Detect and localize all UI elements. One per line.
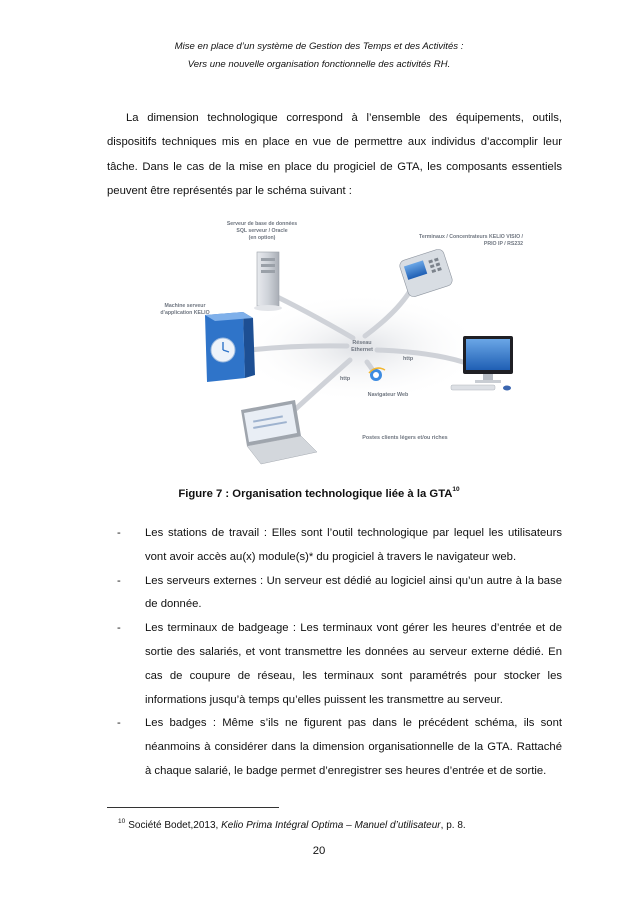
bullet-text: Les serveurs externes : Un serveur est dédié au logiciel ainsi qu’un autre à la base de donnée. — [145, 574, 562, 611]
terminals-label-line-1: Terminaux / Concentrateurs KELIO VISIO / — [419, 234, 523, 240]
terminals-label — [419, 234, 524, 247]
terminals-label-line-2: PRIO IP / RS232 — [483, 241, 523, 247]
bullet-dash: - — [117, 574, 121, 587]
footnote-suffix: , p. 8. — [440, 820, 466, 831]
list-item — [117, 570, 562, 618]
architecture-diagram — [145, 210, 533, 475]
footnote-divider — [107, 807, 279, 808]
app-server-label — [160, 303, 209, 316]
list-item — [117, 712, 562, 783]
clients-label: Postes clients légers et/ou riches — [362, 435, 448, 441]
db-server-icon — [254, 252, 282, 311]
bullet-text: Les badges : Même s’ils ne figurent pas dans le précédent schéma, ils sont néanmoins à considérer dans la dimension organisationnelle de la GTA. Rattaché à chaque salarié, le badge permet d’enregistrer ses heures d’entrée et de sortie. — [145, 717, 562, 777]
footnote-prefix: Société Bodet,2013, — [128, 820, 222, 831]
network-label-line-2: Ethernet — [351, 347, 373, 353]
network-label-line-1: Réseau — [352, 340, 372, 346]
figure-caption-text: Figure 7 : Organisation technologique liée à la GTA — [178, 488, 453, 500]
bullet-list — [117, 522, 562, 784]
laptop-icon — [241, 400, 317, 464]
list-item — [117, 617, 562, 712]
intro-paragraph: La dimension technologique correspond à l’ensemble des équipements, outils, dispositifs techniques mis en place en vue de permettre aux individus d’accomplir leur tâche. Dans le cas de la mise en place du progiciel de GTA, les composants essentiels peuvent être représentés par le schéma suivant : — [107, 112, 562, 197]
db-label-line-2: SQL serveur / Oracle — [236, 228, 288, 234]
list-item — [117, 522, 562, 570]
db-server-label — [227, 221, 297, 241]
bullet-text: Les terminaux de badgeage : Les terminaux vont gérer les heures d’entrée et de sortie des salariés, et vont transmettre les données au serveur externe dédié. En cas de coupure de réseau, les terminaux sont paramétrés pour stocker les informations jusqu’à temps qu’elles puissent les transmettre au serveur. — [145, 622, 562, 706]
db-label-line-3: (en option) — [248, 235, 276, 241]
bullet-dash: - — [117, 527, 121, 539]
footnote-title: Kelio Prima Intégral Optima – Manuel d’utilisateur — [221, 820, 441, 831]
http-label-left: http — [340, 376, 351, 382]
bullet-text: Les stations de travail : Elles sont l’outil technologique par lequel les utilisateurs vont avoir accès au(x) module(s)* du progiciel à travers le navigateur web. — [145, 527, 562, 563]
header-line-2: Vers une nouvelle organisation fonctionnelle des activités RH. — [187, 59, 451, 70]
app-server-icon — [205, 312, 255, 382]
network-label — [351, 340, 373, 353]
running-header — [0, 38, 638, 74]
figure-footnote-ref: 10 — [452, 486, 460, 493]
page-number: 20 — [312, 845, 326, 857]
app-server-label-line-2: d’application KELIO — [160, 310, 210, 316]
figure-caption — [0, 486, 638, 500]
badge-terminal-icon — [398, 248, 453, 298]
bullet-dash: - — [117, 717, 121, 730]
footnote-number: 10 — [118, 818, 126, 825]
db-label-line-1: Serveur de base de données — [226, 221, 298, 227]
header-line-1: Mise en place d’un système de Gestion des Temps et des Activités : — [174, 41, 464, 52]
browser-label: Navigateur Web — [367, 392, 409, 398]
app-server-label-line-1: Machine serveur — [164, 303, 206, 309]
intro-section — [107, 106, 562, 203]
footnote — [118, 815, 568, 833]
bullet-dash: - — [117, 622, 121, 635]
http-label-right: http — [403, 356, 414, 362]
